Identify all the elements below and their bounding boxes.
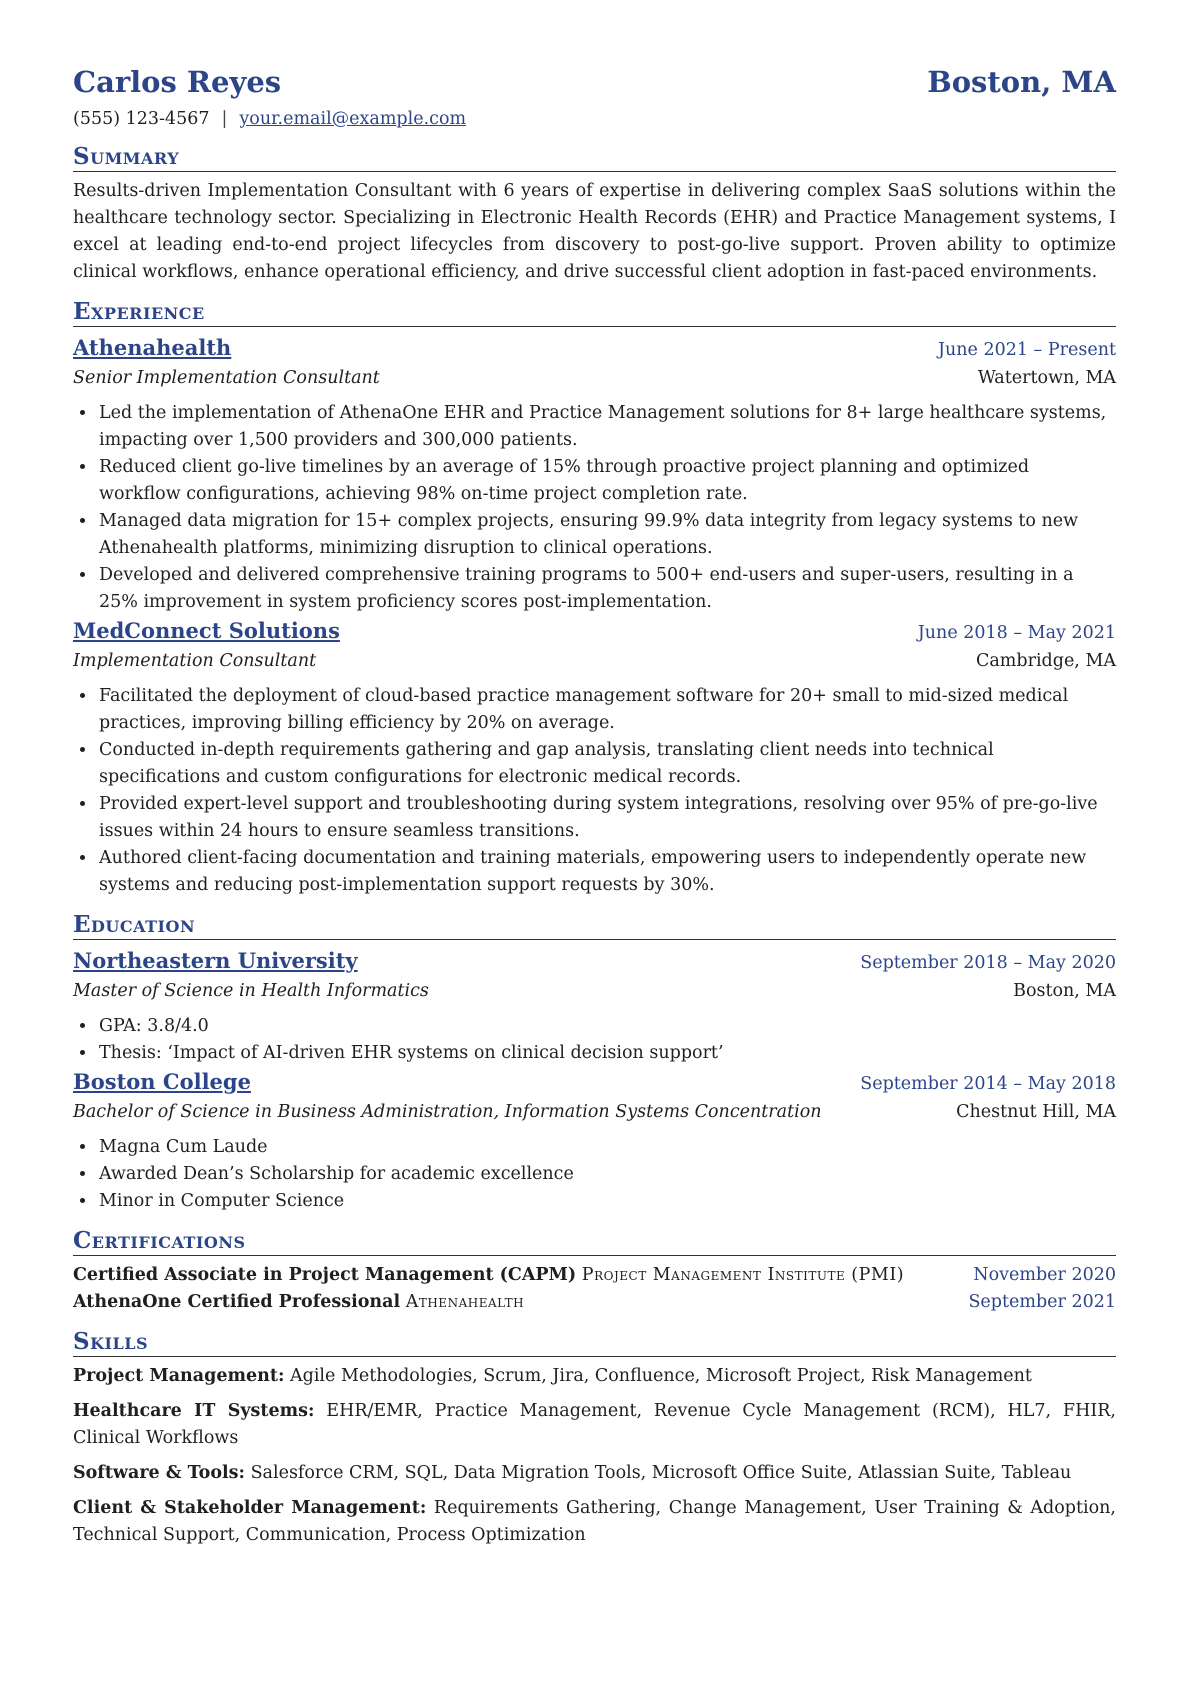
skill-row (73, 1460, 1116, 1487)
school-location: Boston, MA (1013, 981, 1116, 1001)
certification-item (73, 1289, 1116, 1316)
job-dates: June 2021 – Present (937, 340, 1116, 360)
degree: Bachelor of Science in Business Administration, Information Systems Concentration (73, 1102, 822, 1122)
education-bullets (73, 1013, 1116, 1067)
job-dates: June 2018 – May 2021 (917, 623, 1116, 643)
school-dates: September 2014 – May 2018 (860, 1074, 1116, 1094)
experience-entry (73, 333, 1116, 616)
job-bullets (73, 400, 1116, 616)
education-bullets (73, 1134, 1116, 1215)
skill-list: Agile Methodologies, Scrum, Jira, Confluence, Microsoft Project, Risk Management (290, 1366, 1032, 1386)
bullet-item: • Magna Cum Laude (97, 1134, 1116, 1161)
certification-issuer: Athenahealth (405, 1292, 525, 1312)
phone-number: (555) 123-4567 (73, 109, 210, 129)
candidate-location: Boston, MA (927, 65, 1116, 99)
bullet-item: • Provided expert-level support and troubleshooting during system integrations, resolving over 95% of pre-go-live issues within 24 hours to ensure seamless transitions. (97, 791, 1116, 845)
certification-name: Certified Associate in Project Management (CAPM) (73, 1265, 577, 1285)
education-entry (73, 1067, 1116, 1215)
education-entry (73, 946, 1116, 1067)
experience-entry (73, 616, 1116, 899)
summary-text: Results-driven Implementation Consultant with 6 years of expertise in delivering complex SaaS solutions within the healthcare technology sector. Specializing in Electronic Health Records (EHR) and Practice Management systems, I excel at leading end-to-end project lifecycles from discovery to post-go-live support. Proven ability to optimize clinical workflows, enhance operational efficiency, and drive successful client adoption in fast-paced environments. (73, 181, 1116, 282)
skill-row (73, 1398, 1116, 1452)
school-dates: September 2018 – May 2020 (860, 953, 1116, 973)
resume-header (73, 62, 1116, 102)
contact-separator: | (221, 109, 228, 129)
school-link[interactable]: Northeastern University (73, 948, 358, 973)
degree: Master of Science in Health Informatics (73, 981, 429, 1001)
bullet-item: • Led the implementation of AthenaOne EHR and Practice Management solutions for 8+ large healthcare systems, impacting over 1,500 providers and 300,000 patients. (97, 400, 1116, 454)
bullet-item: • Managed data migration for 15+ complex projects, ensuring 99.9% data integrity from legacy systems to new Athenahealth platforms, minimizing disruption to clinical operations. (97, 508, 1116, 562)
email-link[interactable]: your.email@example.com (239, 109, 467, 129)
skill-list: EHR/EMR, Practice Management, Revenue Cycle Management (RCM), HL7, FHIR, Clinical Workflows (73, 1401, 1116, 1448)
job-title: Senior Implementation Consultant (73, 368, 380, 388)
certification-date: November 2020 (973, 1265, 1116, 1285)
job-bullets (73, 683, 1116, 899)
job-title: Implementation Consultant (73, 651, 317, 671)
bullet-item: • Facilitated the deployment of cloud-based practice management software for 20+ small to mid-sized medical practices, improving billing efficiency by 20% on average. (97, 683, 1116, 737)
bullet-item: • Awarded Dean’s Scholarship for academic excellence (97, 1161, 1116, 1188)
candidate-name: Carlos Reyes (73, 65, 282, 99)
skill-row (73, 1363, 1116, 1390)
section-title-education: Education (73, 911, 1116, 940)
skill-list: Requirements Gathering, Change Management, User Training & Adoption, Technical Support, Communication, Process Optimization (73, 1498, 1116, 1545)
skill-list: Salesforce CRM, SQL, Data Migration Tools, Microsoft Office Suite, Atlassian Suite, Tableau (250, 1463, 1072, 1483)
bullet-item: • Authored client-facing documentation and training materials, empowering users to independently operate new systems and reducing post-implementation support requests by 30%. (97, 845, 1116, 899)
bullet-item: • Thesis: ‘Impact of AI-driven EHR systems on clinical decision support’ (97, 1040, 1116, 1067)
certification-date: September 2021 (968, 1292, 1116, 1312)
job-location: Watertown, MA (977, 368, 1116, 388)
skill-category: Client & Stakeholder Management: (73, 1498, 427, 1518)
skill-row (73, 1495, 1116, 1549)
contact-line (73, 107, 1116, 131)
bullet-item: • GPA: 3.8/4.0 (97, 1013, 1116, 1040)
company-link[interactable]: MedConnect Solutions (73, 618, 340, 643)
certification-item (73, 1262, 1116, 1289)
certification-issuer: Project Management Institute (PMI) (581, 1265, 905, 1285)
skill-category: Healthcare IT Systems: (73, 1401, 315, 1421)
job-location: Cambridge, MA (975, 651, 1116, 671)
bullet-item: • Minor in Computer Science (97, 1188, 1116, 1215)
skill-category: Project Management: (73, 1366, 285, 1386)
certification-name: AthenaOne Certified Professional (73, 1292, 401, 1312)
company-link[interactable]: Athenahealth (73, 335, 232, 360)
skill-category: Software & Tools: (73, 1463, 245, 1483)
section-title-certifications: Certifications (73, 1227, 1116, 1256)
school-location: Chestnut Hill, MA (956, 1102, 1116, 1122)
section-title-experience: Experience (73, 298, 1116, 327)
bullet-item: • Developed and delivered comprehensive training programs to 500+ end-users and super-users, resulting in a 25% improvement in system proficiency scores post-implementation. (97, 562, 1116, 616)
bullet-item: • Reduced client go-live timelines by an average of 15% through proactive project planning and optimized workflow configurations, achieving 98% on-time project completion rate. (97, 454, 1116, 508)
bullet-item: • Conducted in-depth requirements gathering and gap analysis, translating client needs into technical specifications and custom configurations for electronic medical records. (97, 737, 1116, 791)
section-title-skills: Skills (73, 1328, 1116, 1357)
school-link[interactable]: Boston College (73, 1069, 251, 1094)
section-title-summary: Summary (73, 143, 1116, 172)
